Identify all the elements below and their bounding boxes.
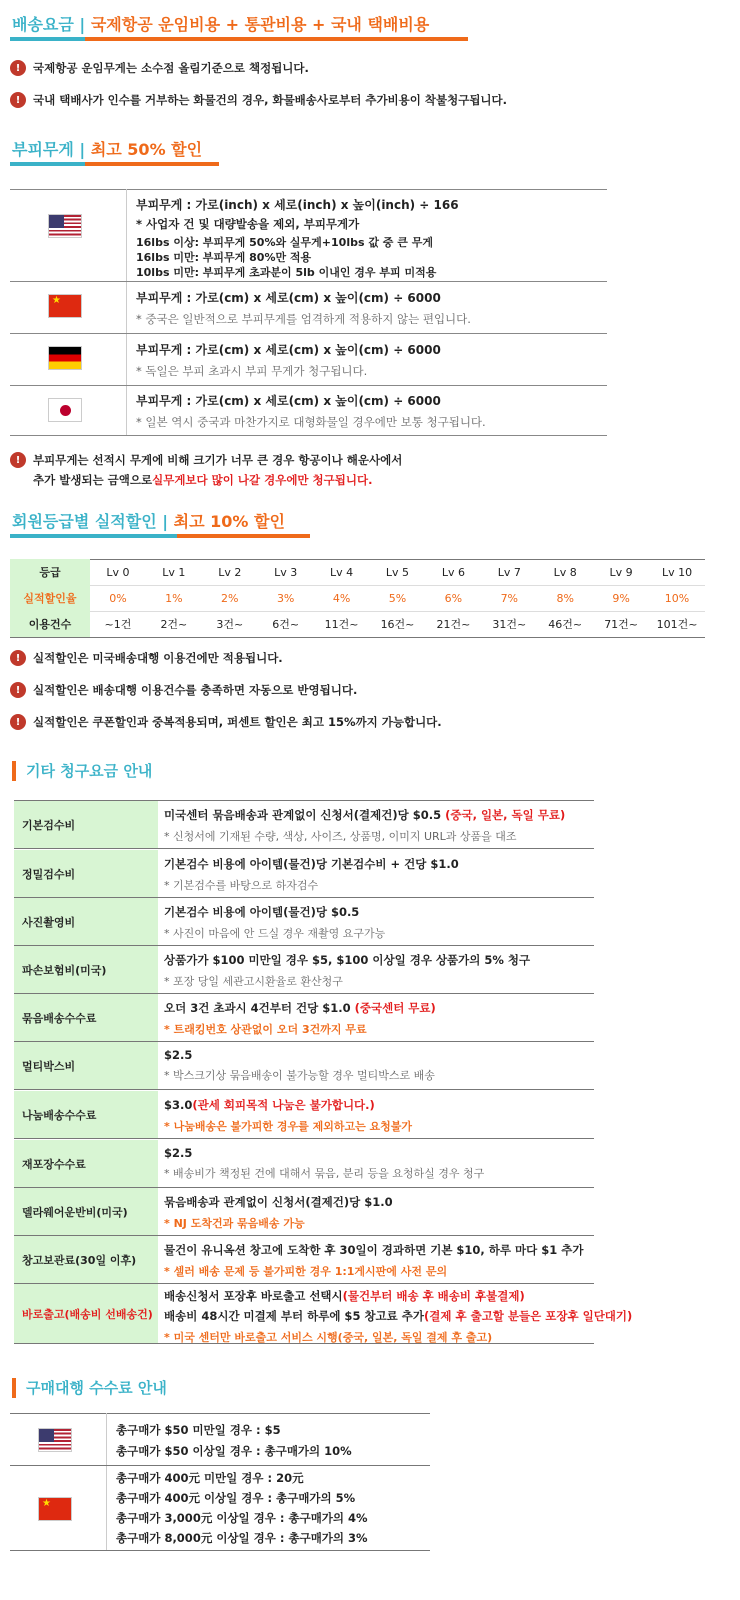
fee-content [164, 1097, 412, 1134]
row-label: 등급 [10, 559, 90, 585]
rate-cell: 0% [109, 591, 127, 605]
de-formula: 부피무게 : 가로(cm) x 세로(cm) x 높이(cm) ÷ 6000 [136, 343, 441, 357]
table-border [10, 1465, 430, 1466]
fee-sub-text: * 박스크기상 묶음배송이 불가능할 경우 멀티박스로 배송 [164, 1069, 435, 1082]
level-cell: Lv 7 [497, 565, 521, 579]
warning-icon [10, 714, 26, 730]
fee-label: 창고보관료(30일 이후) [14, 1236, 158, 1283]
fee-sub-text: * 트래킹번호 상관없이 오더 3건까지 무료 [164, 1023, 367, 1036]
fee-highlight-text: (물건부터 배송 후 배송비 후불결제) [342, 1289, 525, 1303]
level-cell: Lv 9 [609, 565, 633, 579]
table-border [10, 189, 607, 190]
fee-sub-text: * 셀러 배송 문제 등 불가피한 경우 1:1게시판에 사전 문의 [164, 1265, 448, 1278]
fee-highlight-text: (중국, 일본, 독일 무료) [445, 808, 566, 822]
title-underline-teal [10, 37, 85, 41]
rate-cell: 6% [444, 591, 463, 605]
table-border [10, 435, 607, 436]
cn-fee-line: 총구매가 400元 미만일 경우 : 20元 [116, 1471, 304, 1485]
de-flag-icon [48, 346, 82, 370]
fee-content [164, 1194, 393, 1231]
fee-label: 묶음배송수수료 [14, 994, 158, 1041]
cn-flag-icon [38, 1497, 72, 1521]
fee-main-text: 상품가가 $100 미만일 경우 $5, $100 이상일 경우 상품가의 5% 청구 [164, 953, 531, 967]
us-flag-icon [38, 1428, 72, 1452]
fee-row [14, 801, 594, 849]
us-note: * 사업자 건 및 대량발송을 제외, 부피무게가 [136, 217, 360, 231]
row-label: 실적할인율 [10, 585, 90, 611]
count-cell: 71건~ [604, 618, 639, 631]
level-cell: Lv 8 [553, 565, 577, 579]
fee-highlight-text: (중국센터 무료) [354, 1001, 436, 1015]
jp-formula: 부피무게 : 가로(cm) x 세로(cm) x 높이(cm) ÷ 6000 [136, 394, 441, 408]
title-underline-orange [177, 534, 310, 538]
fee-sub-text: * 배송비가 책정된 건에 대해서 묶음, 분리 등을 요청하실 경우 청구 [164, 1167, 485, 1180]
purchase-fee-title: 구매대행 수수료 안내 [12, 1378, 167, 1398]
fee-content [164, 1146, 484, 1181]
table-border [10, 333, 607, 334]
rate-cell: 8% [556, 591, 574, 605]
fee-label: 멀티박스비 [14, 1042, 158, 1089]
fee-sub-text: * NJ 도착건과 묶음배송 가능 [164, 1217, 305, 1230]
rate-cell: 5% [388, 591, 407, 605]
warning-icon [10, 452, 26, 468]
fee-row [14, 994, 594, 1042]
us-fee-line: 총구매가 $50 미만일 경우 : $5 [116, 1423, 281, 1437]
fee-label: 파손보험비(미국) [14, 946, 158, 993]
grade-discount-title: 회원등급별 실적할인 | 최고 10% 할인 [12, 512, 285, 531]
fee-main-text: 오더 3건 초과시 4건부터 건당 $1.0 [164, 1001, 355, 1015]
fee-main-text: 배송비 48시간 미결제 부터 하루에 $5 창고료 추가 [164, 1309, 424, 1323]
fee-row [14, 946, 594, 994]
fee-label: 사진촬영비 [14, 898, 158, 945]
warning-note: ! 실적할인은 배송대행 이용건수를 충족하면 자동으로 반영됩니다. [10, 682, 357, 698]
title-underline-teal [10, 162, 85, 166]
table-border [10, 637, 705, 638]
rate-cell: 7% [500, 591, 519, 605]
fee-content [164, 952, 530, 989]
warning-icon [10, 60, 26, 76]
level-cell: Lv 1 [162, 565, 186, 579]
fee-main-text: 미국센터 묶음배송과 관계없이 신청서(결제건)당 $0.5 [164, 808, 446, 822]
us-flag-icon [48, 214, 82, 238]
fee-highlight-text: (결제 후 출고할 분들은 포장후 일단대기) [424, 1309, 633, 1323]
fee-content [164, 1288, 632, 1345]
warning-note-cont: 추가 발생되는 금액으로 실무게보다 많이 나갈 경우에만 청구됩니다. [33, 473, 373, 487]
us-rule: 16lbs 미만: 부피무게 80%만 적용 [136, 251, 312, 264]
count-cell: 16건~ [380, 618, 415, 631]
fee-row [14, 1042, 594, 1090]
title-underline-orange [85, 162, 219, 166]
fee-sub-text: * 기본검수를 바탕으로 하자검수 [164, 879, 319, 892]
fee-row [14, 850, 594, 898]
warning-note: ! 실적할인은 쿠폰할인과 중복적용되며, 퍼센트 할인은 최고 15%까지 가능합니다. [10, 714, 442, 730]
warning-icon [10, 650, 26, 666]
fee-label: 나눔배송수수료 [14, 1091, 158, 1138]
fee-row [14, 898, 594, 946]
us-rule: 10lbs 미만: 부피무게 초과분이 5lb 이내인 경우 부피 미적용 [136, 266, 437, 279]
fee-content [164, 1242, 583, 1279]
row-label: 이용건수 [10, 611, 90, 637]
fee-main-text: 배송신청서 포장후 바로출고 선택시 [164, 1289, 343, 1303]
fee-main-text: $2.5 [164, 1048, 193, 1062]
count-cell: 31건~ [492, 618, 527, 631]
fee-label: 정밀검수비 [14, 850, 158, 897]
us-fee-line: 총구매가 $50 이상일 경우 : 총구매가의 10% [116, 1444, 352, 1458]
jp-note: * 일본 역시 중국과 마찬가지로 대형화물일 경우에만 보통 청구됩니다. [136, 415, 486, 429]
fee-main-text: 물건이 유니옥션 창고에 도착한 후 30일이 경과하면 기본 $10, 하루 마다 $1 추가 [164, 1243, 584, 1257]
fee-row [14, 1188, 594, 1236]
fee-main-text: 묶음배송과 관계없이 신청서(결제건)당 $1.0 [164, 1195, 393, 1209]
rate-cell: 1% [165, 591, 183, 605]
level-cell: Lv 10 [661, 565, 693, 579]
other-fees-title: 기타 청구요금 안내 [12, 761, 152, 781]
level-cell: Lv 2 [218, 565, 242, 579]
cn-note: * 중국은 일반적으로 부피무게를 엄격하게 적용하지 않는 편입니다. [136, 312, 471, 326]
warning-note: ! 국내 택배사가 인수를 거부하는 화물건의 경우, 화물배송사로부터 추가비용이 착불청구됩니다. [10, 92, 507, 108]
count-cell: 46건~ [548, 618, 583, 631]
count-cell: 21건~ [436, 618, 471, 631]
warning-icon [10, 682, 26, 698]
level-cell: Lv 3 [274, 565, 298, 579]
de-note: * 독일은 부피 초과시 부피 무게가 청구됩니다. [136, 364, 368, 378]
jp-flag-icon [48, 398, 82, 422]
fee-label: 재포장수수료 [14, 1140, 158, 1187]
rate-cell: 10% [664, 591, 690, 605]
warning-note: ! 국제항공 운임무게는 소수점 올림기준으로 책정됩니다. [10, 60, 309, 76]
count-cell: 6건~ [272, 618, 300, 631]
cn-fee-line: 총구매가 8,000元 이상일 경우 : 총구매가의 3% [116, 1531, 368, 1545]
grade-row-levels [10, 559, 705, 585]
warning-icon [10, 92, 26, 108]
level-cell: Lv 0 [106, 565, 130, 579]
fee-row [14, 1140, 594, 1188]
fee-main-text: $3.0 [164, 1098, 193, 1112]
fee-sub-text: * 포장 당일 세관고시환율로 환산청구 [164, 975, 343, 988]
rate-cell: 4% [332, 591, 351, 605]
volumetric-weight-title: 부피무게 | 최고 50% 할인 [12, 140, 203, 159]
count-cell: 101건~ [656, 618, 698, 631]
cn-fee-line: 총구매가 400元 이상일 경우 : 총구매가의 5% [116, 1491, 356, 1505]
fee-row [14, 1236, 594, 1284]
rate-cell: 9% [612, 591, 630, 605]
fee-sub-text: * 신청서에 기재된 수량, 색상, 사이즈, 상품명, 이미지 URL과 상품을 대조 [164, 830, 517, 843]
fee-content [164, 856, 459, 893]
level-cell: Lv 5 [385, 565, 410, 579]
level-cell: Lv 6 [441, 565, 465, 579]
fee-content [164, 1048, 435, 1083]
fee-row-direct-release [14, 1284, 633, 1344]
rate-cell: 3% [276, 591, 295, 605]
shipping-fee-title: 배송요금 | 국제항공 운임비용 + 통관비용 + 국내 택배비용 [12, 15, 430, 34]
table-border [10, 1550, 430, 1551]
us-formula: 부피무게 : 가로(inch) x 세로(inch) x 높이(inch) ÷ 166 [136, 198, 459, 212]
fee-sub-text: * 사진이 마음에 안 드실 경우 재촬영 요구가능 [164, 927, 386, 940]
table-border [10, 1413, 430, 1414]
count-cell: 2건~ [160, 618, 188, 631]
us-rule: 16lbs 이상: 부피무게 50%와 실무게+10lbs 값 중 큰 무게 [136, 236, 433, 249]
level-cell: Lv 4 [330, 565, 354, 579]
title-underline-teal [10, 534, 177, 538]
fee-content [164, 807, 565, 844]
fee-sub-text: * 나눔배송은 불가피한 경우를 제외하고는 요청불가 [164, 1120, 413, 1133]
cn-fee-line: 총구매가 3,000元 이상일 경우 : 총구매가의 4% [116, 1511, 368, 1525]
fee-row [14, 1091, 594, 1139]
fee-label: 델라웨어운반비(미국) [14, 1188, 158, 1235]
fee-highlight-text: (관세 회피목적 나눔은 불가합니다.) [192, 1098, 375, 1112]
count-cell: ~1건 [104, 618, 132, 631]
fee-main-text: 기본검수 비용에 아이템(물건)당 $0.5 [164, 905, 360, 919]
fee-main-text: 기본검수 비용에 아이템(물건)당 기본검수비 + 건당 $1.0 [164, 857, 459, 871]
warning-note: ! 실적할인은 미국배송대행 이용건에만 적용됩니다. [10, 650, 283, 666]
cn-formula: 부피무게 : 가로(cm) x 세로(cm) x 높이(cm) ÷ 6000 [136, 291, 441, 305]
table-divider [126, 189, 127, 435]
grade-row-rates [10, 585, 705, 611]
fee-label: 바로출고(배송비 선배송건) [14, 1284, 158, 1343]
count-cell: 3건~ [216, 618, 244, 631]
rate-cell: 2% [221, 591, 239, 605]
fee-content [164, 904, 385, 941]
fee-label: 기본검수비 [14, 801, 158, 848]
title-underline-orange [85, 37, 468, 41]
fee-sub-text: * 미국 센터만 바로출고 서비스 시행(중국, 일본, 독일 결제 후 출고) [164, 1331, 493, 1344]
grade-row-counts [10, 611, 705, 637]
cn-flag-icon [48, 294, 82, 318]
count-cell: 11건~ [324, 618, 359, 631]
table-border [10, 385, 607, 386]
table-divider [106, 1413, 107, 1550]
fee-main-text: $2.5 [164, 1146, 193, 1160]
warning-note: ! 부피무게는 선적시 무게에 비해 크기가 너무 큰 경우 항공이나 해운사에서 [10, 452, 402, 468]
table-border [10, 281, 607, 282]
fee-content [164, 1000, 436, 1037]
